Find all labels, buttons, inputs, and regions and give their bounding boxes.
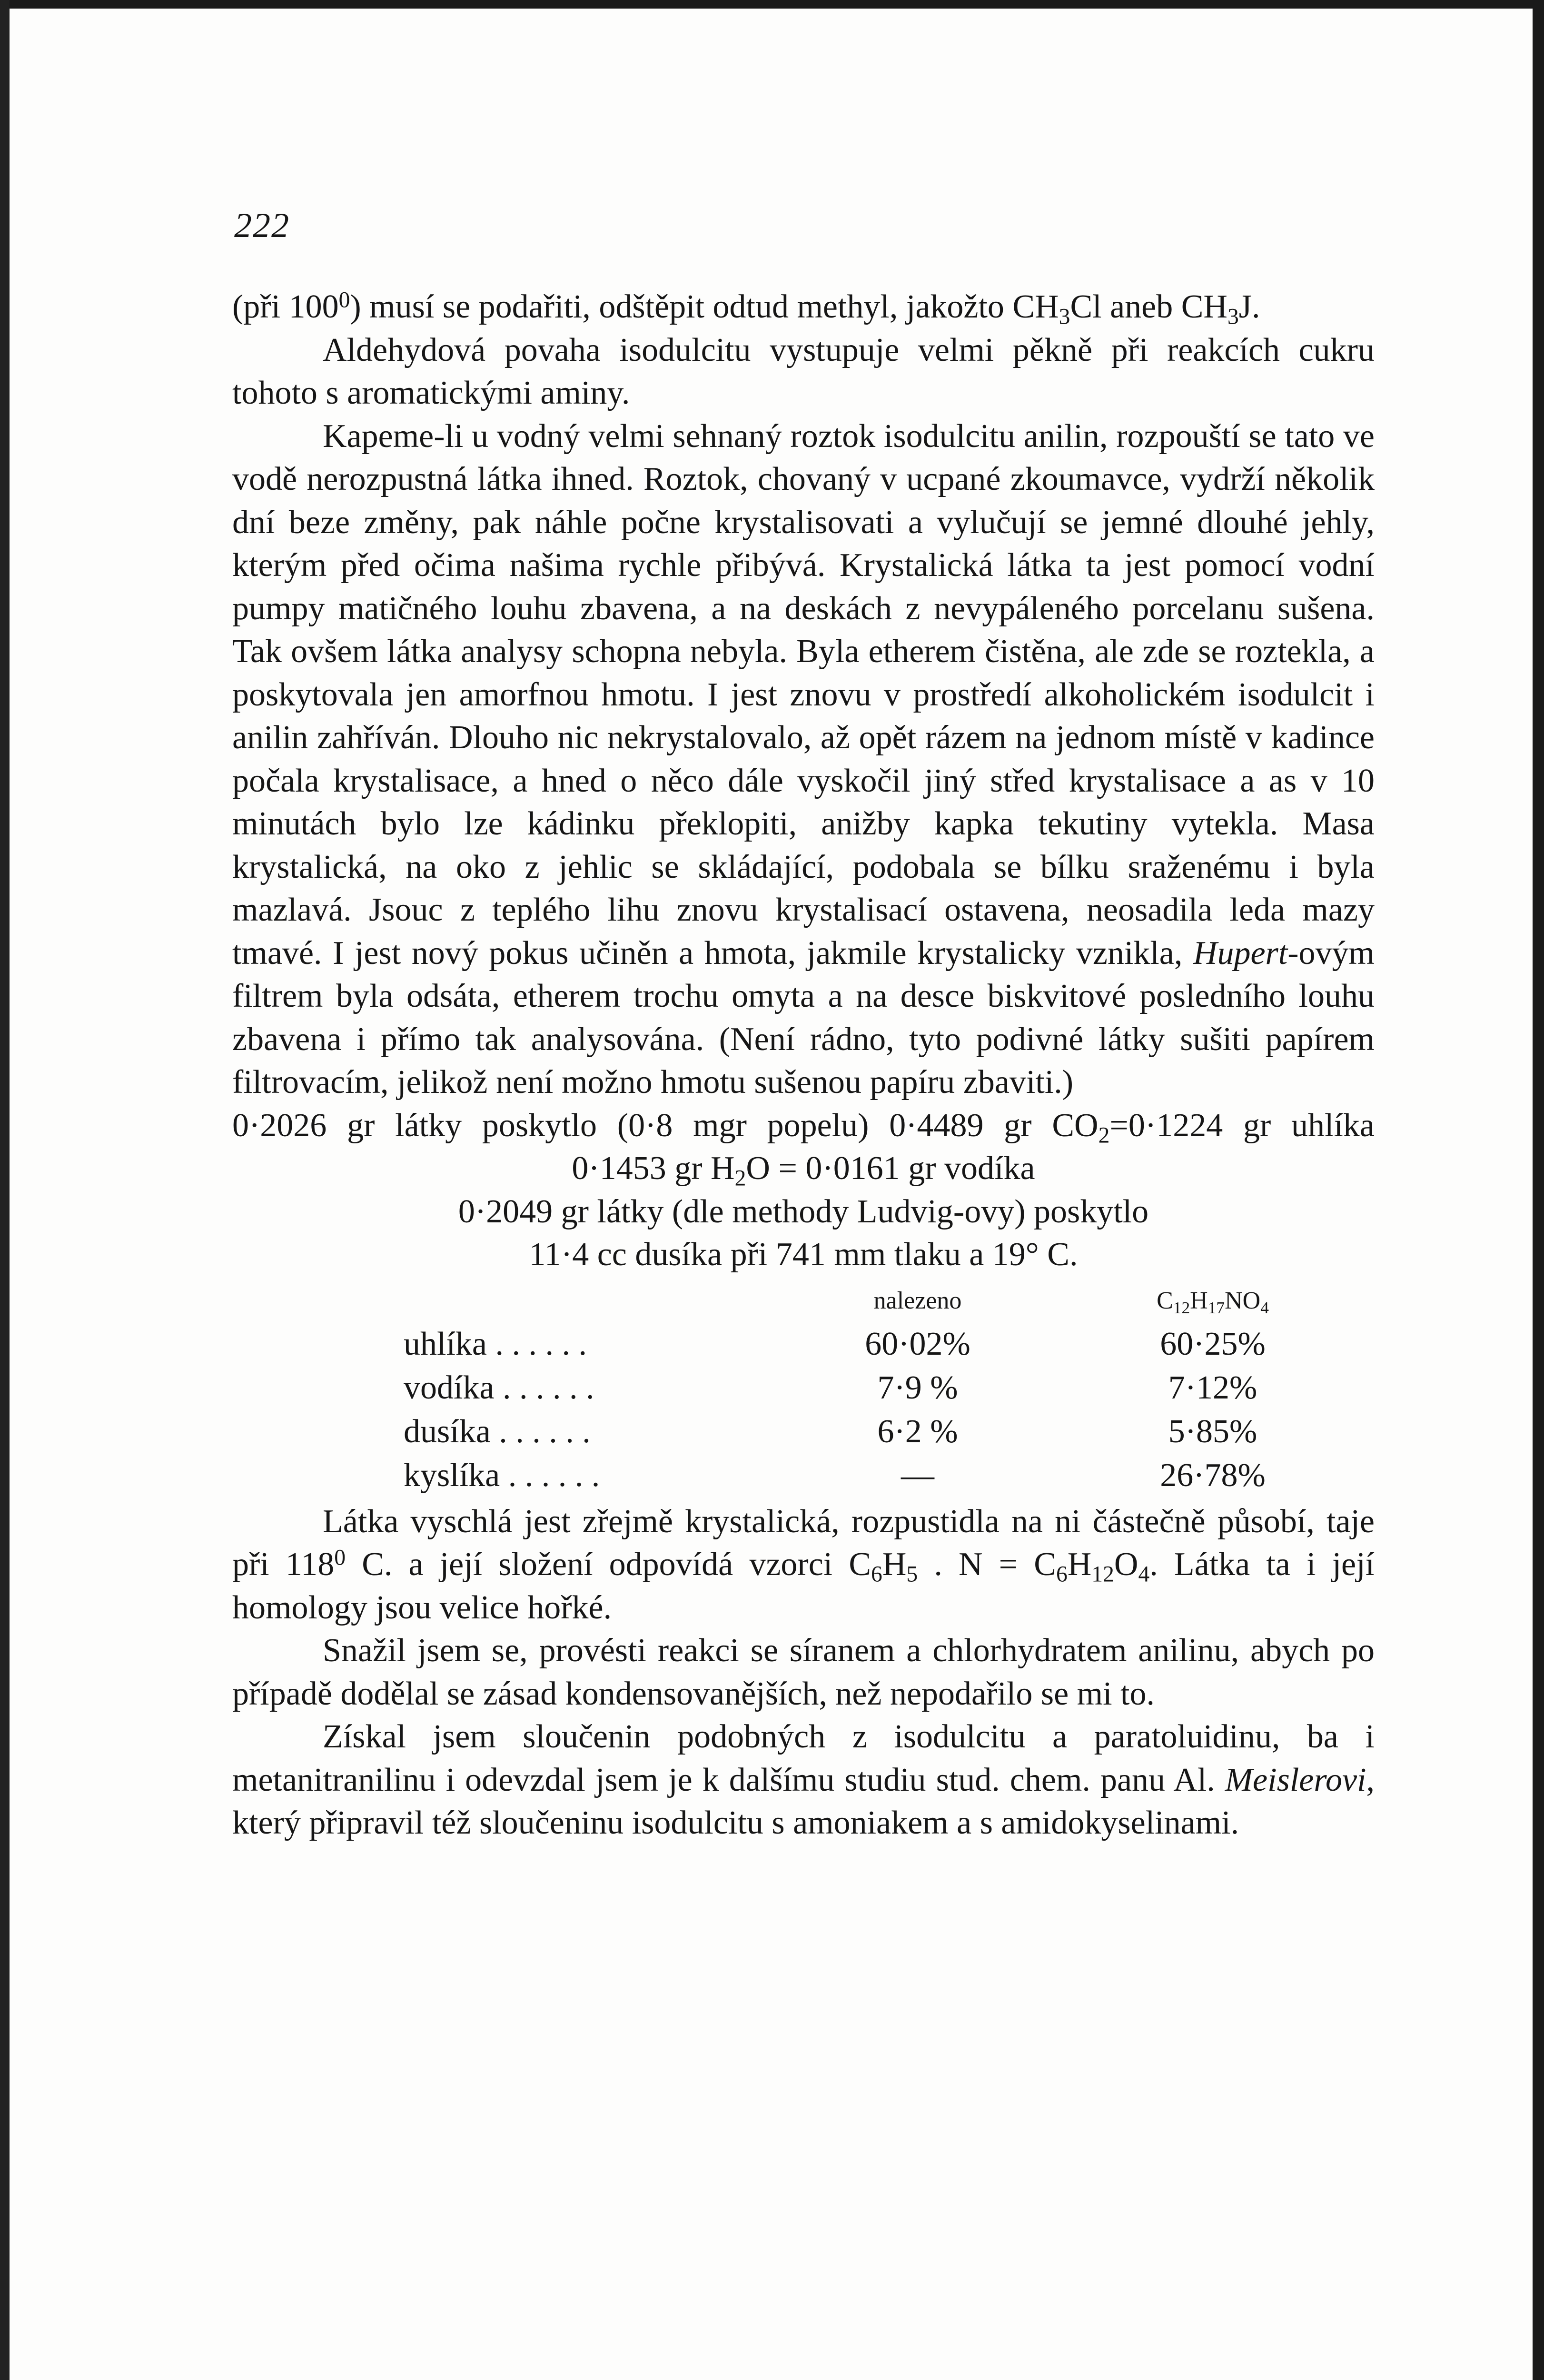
- para4-text-f: O: [1114, 1546, 1138, 1583]
- para4-text-b: C. a její složení odpovídá vzorci C: [346, 1546, 871, 1583]
- para6-text-b: , který připravil též sloučeninu isodulcitu s amoniakem a s amidokyselinami.: [232, 1761, 1375, 1841]
- results-row-element: kyslíka . . . . . .: [404, 1457, 600, 1494]
- body-text: [232, 286, 1375, 1845]
- formula-h: H: [1190, 1287, 1208, 1314]
- results-row-found: 7·9 %: [877, 1369, 958, 1406]
- para1-text-c: Cl aneb CH: [1070, 288, 1227, 325]
- paragraph-6: [232, 1716, 1375, 1845]
- para4-text-g: . Látka ta i její homology jsou velice hořké.: [232, 1546, 1375, 1626]
- para3-text-a: Kapeme-li u vodný velmi sehnaný roztok isodulcitu anilin, rozpouští se tato ve vodě nerozpustná látka ihned. Roztok, chovaný v ucpané zkoumavce, vydrží několik dní beze změny, pak náhle počne krystalisovati a vylučují se jemné dlouhé jehly, kterým před očima našima rychle přibývá. Krystalická látka ta jest pomocí vodní pumpy matičného louhu zbavena, a na deskách z nevypáleného porcelanu sušena. Tak ovšem látka analysy schopna nebyla. Byla etherem čistěna, ale zde se roztekla, a poskytovala jen amorfnou hmotu. I jest znovu v prostředí alkoholickém isodulcit i anilin zahříván. Dlouho nic nekrystalovalo, až opět rázem na jednom místě v kadince počala krystalisace, a hned o něco dále vyskočil jiný střed krystalisace a as v 10 minutách bylo lze kádinku překlopiti, anižby kapka tekutiny vytekla. Masa krystalická, na oko z jehlic se skládající, podobala se bílku sraženému i byla mazlavá. Jsouc z teplého lihu znovu krystalisací ostavena, neosadila leda mazy tmavé. I jest nový pokus učiněn a hmota, jakmile krystalicky vznikla,: [232, 417, 1375, 972]
- para4-sub-4: 12: [1091, 1562, 1114, 1587]
- results-row-element: uhlíka . . . . . .: [404, 1325, 587, 1362]
- paragraph-4: [232, 1500, 1375, 1630]
- formula-h-sub: 17: [1207, 1298, 1225, 1317]
- scan-edge-right: [1533, 0, 1544, 2380]
- results-header-blank: [404, 1279, 794, 1322]
- para3-name-hupert: Hupert: [1193, 934, 1288, 972]
- results-header-found: nalezeno: [873, 1287, 962, 1314]
- para4-text-e: H: [1067, 1546, 1092, 1583]
- calc2-text-b: O = 0·0161 gr vodíka: [746, 1150, 1035, 1187]
- calculation-line-4: 11·4 cc dusíka při 741 mm tlaku a 19° C.: [529, 1236, 1078, 1273]
- para4-text-d: . N = C: [918, 1546, 1056, 1583]
- para1-sub-1: 3: [1059, 304, 1070, 329]
- para6-name-meislerovi: Meislerovi: [1225, 1761, 1366, 1798]
- para1-text-a: (při 100: [232, 288, 339, 325]
- scan-edge-left: [0, 0, 10, 2380]
- results-row-calc: 60·25%: [1160, 1325, 1266, 1362]
- calculation-line-1: [232, 1104, 1375, 1148]
- para1-sub-2: 3: [1227, 304, 1239, 329]
- formula-c-sub: 12: [1173, 1298, 1190, 1317]
- formula-c: C: [1157, 1287, 1173, 1314]
- para4-sub-1: 6: [871, 1562, 882, 1587]
- calculation-line-3: 0·2049 gr látky (dle methody Ludvig-ovy) poskytlo: [458, 1193, 1149, 1230]
- calc1-sub: 2: [1098, 1122, 1110, 1148]
- para4-sub-2: 5: [906, 1562, 918, 1587]
- para4-sub-5: 4: [1138, 1562, 1150, 1587]
- calc2-sub: 2: [734, 1166, 746, 1191]
- page-number: 222: [234, 206, 290, 245]
- paragraph-5: Snažil jsem se, provésti reakci se síranem a chlorhydratem anilinu, abych po případě dodělal se zásad kondensovanějších, než nepodařilo se mi to.: [232, 1632, 1375, 1712]
- para1-sup: 0: [338, 288, 350, 313]
- para3-text-b: -ovým filtrem byla odsáta, etherem trochu omyta a na desce biskvitové posledního louhu zbavena i přímo tak analysována. (Není rádno, tyto podivné látky sušiti papírem filtrovacím, jelikož není možno hmotu sušenou papíru zbaviti.): [232, 934, 1375, 1101]
- scan-edge-top: [0, 0, 1544, 9]
- calc2-text-a: 0·1453 gr H: [572, 1150, 735, 1187]
- para1-text-d: J.: [1238, 288, 1260, 325]
- formula-no: NO: [1225, 1287, 1261, 1314]
- results-row-calc: 7·12%: [1168, 1369, 1257, 1406]
- results-row-found: 60·02%: [865, 1325, 970, 1362]
- formula-o-sub: 4: [1260, 1298, 1269, 1317]
- calc1-text-b: =0·1224 gr uhlíka: [1109, 1107, 1375, 1144]
- para4-text-c: H: [882, 1546, 907, 1583]
- paragraph-3: [232, 415, 1375, 1104]
- results-row-found: —: [901, 1457, 934, 1494]
- para1-text-b: ) musí se podařiti, odštěpit odtud methyl, jakožto CH: [350, 288, 1059, 325]
- results-row-found: 6·2 %: [877, 1413, 958, 1450]
- results-row-element: vodíka . . . . . .: [404, 1369, 594, 1406]
- paragraph-1: [232, 286, 1375, 329]
- results-row-calc: 5·85%: [1168, 1413, 1257, 1450]
- results-header-formula: [1041, 1279, 1384, 1322]
- para4-text-a: Látka vyschlá jest zřejmě krystalická, rozpustidla na ni částečně působí, taje při 118: [232, 1503, 1375, 1583]
- results-row-element: dusíka . . . . . .: [404, 1413, 591, 1450]
- paragraph-2: Aldehydová povaha isodulcitu vystupuje velmi pěkně při reakcích cukru tohoto s aromatickými aminy.: [232, 331, 1375, 411]
- para4-sup: 0: [334, 1545, 346, 1570]
- results-row-calc: 26·78%: [1160, 1457, 1266, 1494]
- calculation-line-2: [232, 1147, 1375, 1190]
- calc1-text-a: 0·2026 gr látky poskytlo (0·8 mgr popelu) 0·4489 gr CO: [232, 1107, 1099, 1144]
- para4-sub-3: 6: [1056, 1562, 1068, 1587]
- para6-text-a: Získal jsem sloučenin podobných z isodulcitu a paratoluidinu, ba i metanitranilinu i odevzdal jsem je k dalšímu studiu stud. chem. panu Al.: [232, 1718, 1375, 1798]
- analysis-results-table: [404, 1279, 1375, 1497]
